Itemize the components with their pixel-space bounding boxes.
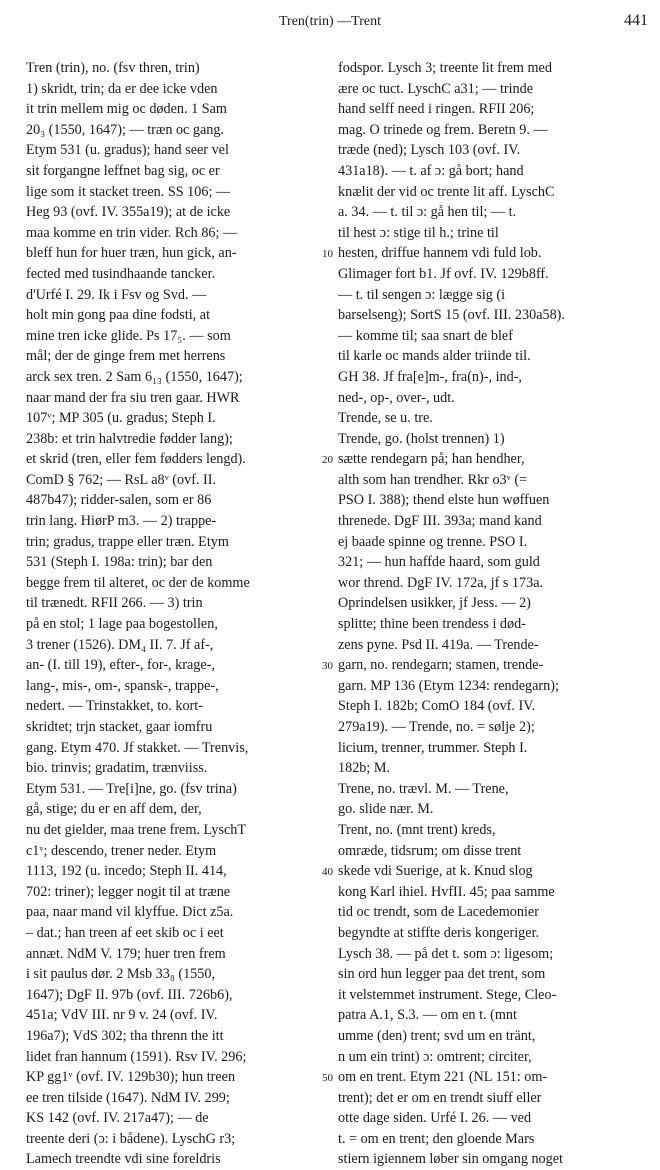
text-line: alth som han trendher. Rkr o3ᵛ (= [338,471,528,488]
text-line: t. = om en trent; den gloende Mars [338,1130,535,1147]
text-line: paa, naar mand vil klyffue. Dict z5a. [26,904,234,921]
text-line: 107ᵛ; MP 305 (u. gradus; Steph I. [26,410,216,427]
text-line: – dat.; han treen af eet skib oc i eet [26,924,224,941]
text-line: Etym 531. — Tre[i]ne, go. (fsv trina) [26,780,237,797]
text-line: gang. Etym 470. Jf stakket. — Trenvis, [26,739,249,756]
text-line: GH 38. Jf fra[e]m-, fra(n)-, ind-, [338,368,522,385]
text-line: 279a19). — Trende, no. = sølje 2); [338,719,535,735]
text-line: — t. til sengen ɔ: lægge sig (i [338,286,506,303]
left-column [26,58,322,1170]
text-line: trin; gradus, trappe eller træn. Etym [26,533,229,550]
text-line: nu det gielder, maa trene frem. LyschT [26,821,247,838]
text-line: Trende, se u. tre. [338,410,433,427]
text-line: skede vdi Suerige, at k. Knud slog [338,863,533,880]
text-line: Oprindelsen usikker, jf Jess. — 2) [338,595,531,612]
text-line: trin lang. HiørP m3. — 2) trappe- [26,513,217,530]
text-line: træde (ned); Lysch 103 (ovf. IV. [338,142,521,159]
text-line: kong Karl ihiel. HvfII. 45; paa samme [338,883,555,900]
text-line: knælit der vid oc trente lit aff. LyschC [338,183,555,200]
text-line: c1ᵛ; descendo, trener neder. Etym [26,842,217,859]
text-line: ComD § 762; — RsL a8ᵛ (ovf. II. [26,471,217,488]
text-line: 196a7); VdS 302; tha threnn the itt [26,1027,224,1044]
text-line: n um ein trint) ɔ: omtrent; circiter, [338,1048,532,1065]
line-number: 20 [322,454,333,467]
text-line: Glimager fort b1. Jf ovf. IV. 129b8ff. [338,265,549,282]
text-line: 531 (Steph I. 198a: trin); bar den [26,554,213,571]
text-line: garn, no. rendegarn; stamen, trende- [338,657,544,674]
page-header [0,10,660,36]
text-line: a. 34. — t. til ɔ: gå hen til; — t. [338,204,517,221]
text-line: fected med tusindhaande tancker. [26,265,216,282]
text-line: om en trent. Etym 221 (NL 151: om- [338,1069,548,1086]
text-line: sit forgangne leffnet bag sig, oc er [26,162,220,179]
text-line: lidet fran hannum (1591). Rsv IV. 296; [26,1048,247,1065]
text-line: mine tren icke glide. Ps 17₅. — som [26,327,231,344]
text-line: Heg 93 (ovf. IV. 355a19); at de icke [26,204,231,221]
text-line: 238b: et trin halvtredie fødder lang); [26,430,233,447]
text-line: Trende, go. (holst trennen) 1) [338,430,505,447]
text-line: ej baade spinne og trenne. PSO I. [338,533,528,550]
text-line: Steph I. 182b; ComO 184 (ovf. IV. [338,698,536,715]
text-line: 3 trener (1526). DM₄ II. 7. Jf af-, [26,636,214,653]
text-line: til karle oc mands alder triinde til. [338,348,531,365]
text-line: arck sex tren. 2 Sam 6₁₃ (1550, 1647); [26,368,243,385]
text-line: i sit paulus dør. 2 Msb 33₈ (1550, [26,966,215,983]
text-line: 1647); DgF II. 97b (ovf. III. 726b6), [26,986,233,1003]
text-line: sin ord hun legger paa det trent, som [338,966,546,983]
text-line: mag. O trinede og frem. Beretn 9. — [338,121,548,138]
right-column [338,58,634,1170]
text-line: bleff hun for huer træn, hun gick, an- [26,245,237,262]
text-line: Tren (trin), no. (fsv thren, trin) [26,60,200,76]
text-line: 451a; VdV III. nr 9 v. 24 (ovf. IV. [26,1007,218,1024]
line-number: 30 [322,660,333,673]
text-line: treente deri (ɔ: i bådene). LyschG r3; [26,1130,236,1147]
text-line: Trene, no. trævl. M. — Trene, [338,780,509,797]
text-line: tid oc trendt, som de Lacedemonier [338,904,539,921]
text-line: — komme til; saa snart de blef [338,327,513,344]
text-line: gå, stige; du er en aff dem, der, [26,801,202,818]
line-number: 50 [322,1072,333,1085]
text-line: lang-, mis-, om-, spansk-, trappe-, [26,677,219,694]
text-line: lige som it stacket treen. SS 106; — [26,183,231,200]
text-line: Lysch 38. — på det t. som ɔ: ligesom; [338,945,554,962]
text-line: mål; der de ginge frem met herrens [26,348,226,365]
text-line: annæt. NdM V. 179; huer tren frem [26,945,226,962]
text-line: umme (den) trent; svd um en tränt, [338,1027,536,1044]
text-line: 182b; M. [338,760,391,777]
text-line: d'Urfé I. 29. Ik i Fsv og Svd. — [26,286,207,303]
text-line: Trent, no. (mnt trent) kreds, [338,821,496,838]
text-line: begyndte at stiffte deris kongeriger. [338,924,540,941]
text-line: wor thrend. DgF IV. 172a, jf s 173a. [338,574,544,591]
text-line: til hest ɔ: stige til h.; trine til [338,224,499,241]
text-line: hesten, driffue hannem vdi fuld lob. [338,245,542,262]
text-line: PSO I. 388); thend elste hun wøffuen [338,492,550,509]
text-line: på en stol; 1 lage paa bogestollen, [26,616,218,633]
line-number: 40 [322,866,333,879]
text-line: 20₃ (1550, 1647); — træn oc gang. [26,121,225,138]
text-line: ee tren tilside (1647). NdM IV. 299; [26,1089,230,1106]
text-line: til trænedt. RFII 266. — 3) trin [26,595,203,612]
text-line: KP gg1ᵛ (ovf. IV. 129b30); hun treen [26,1069,236,1086]
text-line: 321; — hun haffde haard, som guld [338,554,540,571]
text-line: holt min gong paa dine fodsti, at [26,307,211,324]
text-line: an- (I. till 19), efter-, for-, krage-, [26,657,215,674]
text-line: 431a18). — t. af ɔ: gå bort; hand [338,162,524,179]
text-line: fodspor. Lysch 3; treente lit frem med [338,60,552,76]
text-line: KS 142 (ovf. IV. 217a47); — de [26,1110,209,1127]
line-number: 10 [322,248,333,261]
text-line: ned-, op-, over-, udt. [338,389,455,406]
text-line: maa komme en trin vider. Rch 86; — [26,224,238,241]
text-line: stiern igiennem løber sin omgang noget [338,1151,563,1168]
text-line: splitte; thine been trendess i død- [338,616,526,633]
text-line: hand selff need i ringen. RFII 206; [338,101,535,118]
text-line: licium, trenner, trummer. Steph I. [338,739,528,756]
text-line: et skrid (tren, eller fem fødders lengd). [26,451,246,468]
text-line: ære oc tuct. LyschC a31; — trinde [338,80,534,97]
text-line: garn. MP 136 (Etym 1234: rendegarn); [338,677,559,694]
text-line: sætte rendegarn på; han hendher, [338,451,525,468]
page-number: 441 [624,12,648,29]
running-head: Tren(trin) —Trent [278,14,382,29]
text-line: barselseng); SortS 15 (ovf. III. 230a58). [338,307,565,324]
text-line: omræde, tidsrum; om disse trent [338,842,522,859]
text-line: it velstemmet instrument. Stege, Cleo- [338,986,557,1003]
text-line: patra A.1, S.3. — om en t. (mnt [338,1007,517,1024]
text-line: go. slide nær. M. [338,801,434,818]
text-line: 702: triner); legger nogit til at træne [26,883,231,900]
text-line: otte dage siden. Urfé I. 26. — ved [338,1110,532,1127]
text-line: 1) skridt, trin; da er dee icke vden [26,80,218,97]
text-line: 487b47); ridder-salen, som er 86 [26,492,212,509]
text-line: naar mand der fra siu tren gaar. HWR [26,389,240,406]
text-line: it trin mellem mig oc døden. 1 Sam [26,101,227,118]
text-line: Lamech treendte vdi sine foreldris [26,1151,221,1168]
text-line: zens pyne. Psd II. 419a. — Trende- [338,636,539,653]
text-line: threnede. DgF III. 393a; mand kand [338,513,542,530]
text-line: begge frem til alteret, oc der de komme [26,574,250,591]
text-line: Etym 531 (u. gradus); hand seer vel [26,142,229,159]
text-line: skridtet; trjn stacket, gaar iomfru [26,719,213,735]
text-line: 1113, 192 (u. incedo; Steph II. 414, [26,863,227,880]
text-line: trent); det er om en trendt siuff eller [338,1089,542,1106]
text-line: bio. trinvis; gradatim, trænviiss. [26,760,208,777]
text-line: nedert. — Trinstakket, to. kort- [26,698,203,715]
